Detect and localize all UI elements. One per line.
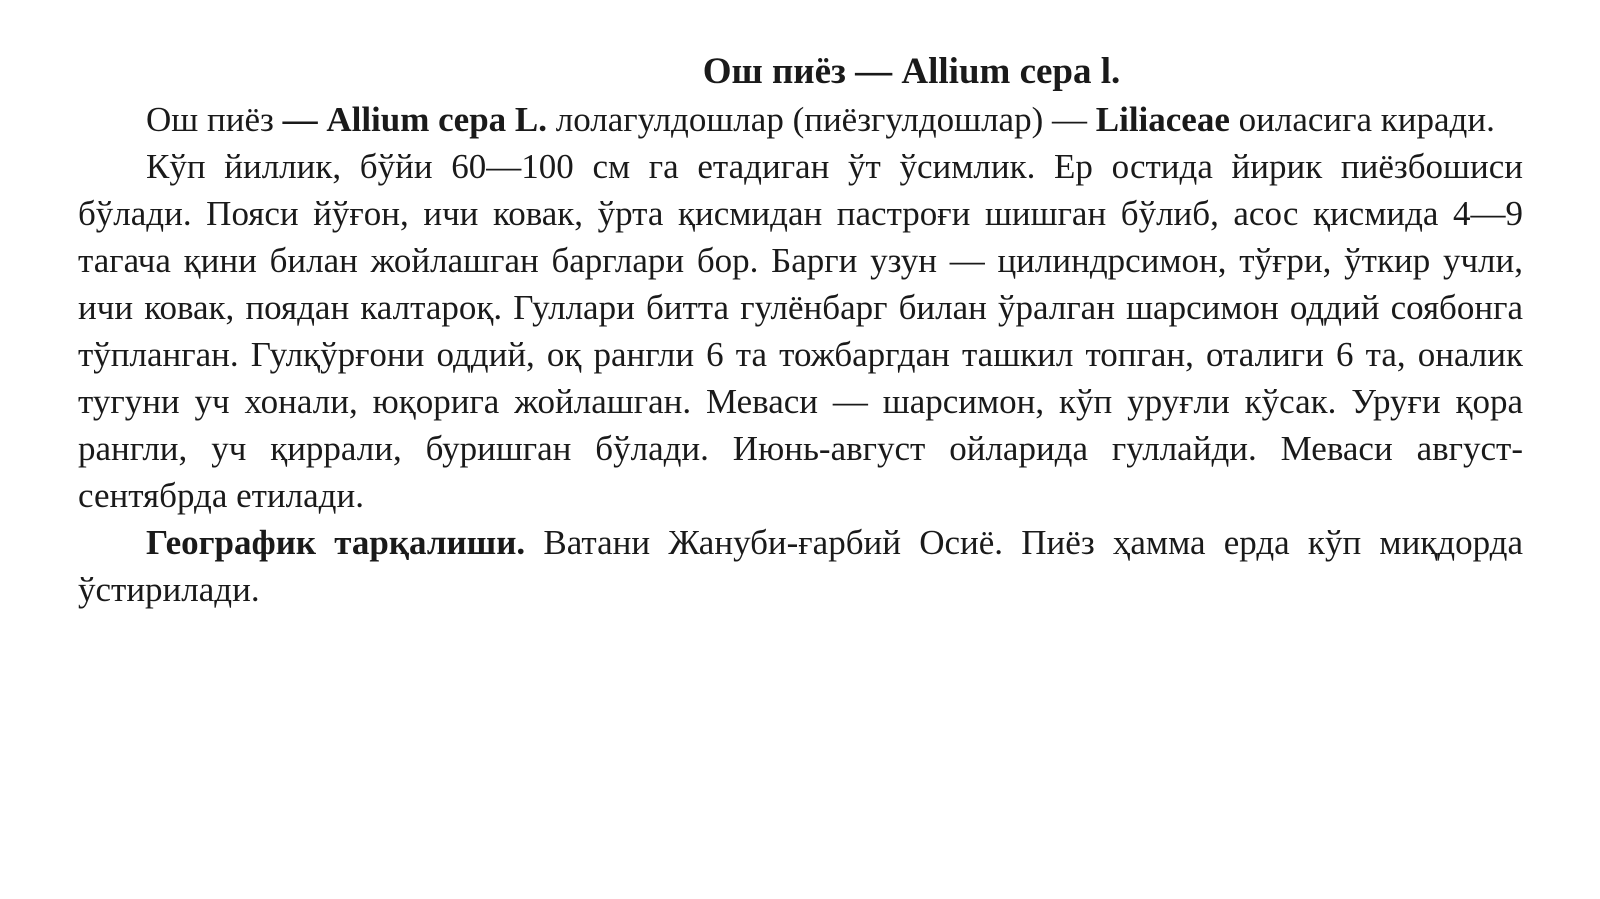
intro-text-3: оиласига киради. xyxy=(1229,100,1495,139)
family-name: Liliaceae xyxy=(1095,100,1230,139)
document-title: Ош пиёз — Allium cepa l. xyxy=(702,51,1121,92)
intro-text-2: лолагулдошлар (пиёзгулдошлар) — xyxy=(547,100,1096,139)
paragraph-description: Кўп йиллик, бўйи 60—100 см га етадиган ўт ўсимлик. Ер остида йирик пиёзбошиси бўлади. Пояси йўғон, ичи ковак, ўрта қисмидан пастроғи шишган бўлиб, асос қисмида 4—9 тагача қини билан жойлашган барглари бор. Барги узун — цилиндрсимон, тўғри, ўткир учли, ичи ковак, поядан калтароқ. Гуллари битта гулёнбарг билан ўралган шарсимон оддий соябонга тўпланган. Гулқўрғони оддий, оқ рангли 6 та тожбаргдан ташкил топган, оталиги 6 та, оналик тугуни уч хонали, юқорига жойлашган. Меваси — шарсимон, кўп уруғли кўсак. Уруғи қора рангли, уч қиррали, буришган бўлади. Июнь-август ойларида гуллайди. Меваси август-сентябрда етилади. xyxy=(78,147,1523,515)
distribution-text: Ватани Жануби-ғарбий Осиё. Пиёз ҳамма ерда кўп миқдорда ўстирилади. xyxy=(78,523,1523,609)
intro-text-1: Ош пиёз xyxy=(146,100,283,139)
latin-name: — Allium cepa L. xyxy=(282,100,548,139)
distribution-heading: Географик тарқалиши. xyxy=(146,523,526,562)
paragraph-distribution xyxy=(78,519,1523,613)
document-page xyxy=(78,48,1523,613)
paragraph-intro xyxy=(78,96,1523,143)
